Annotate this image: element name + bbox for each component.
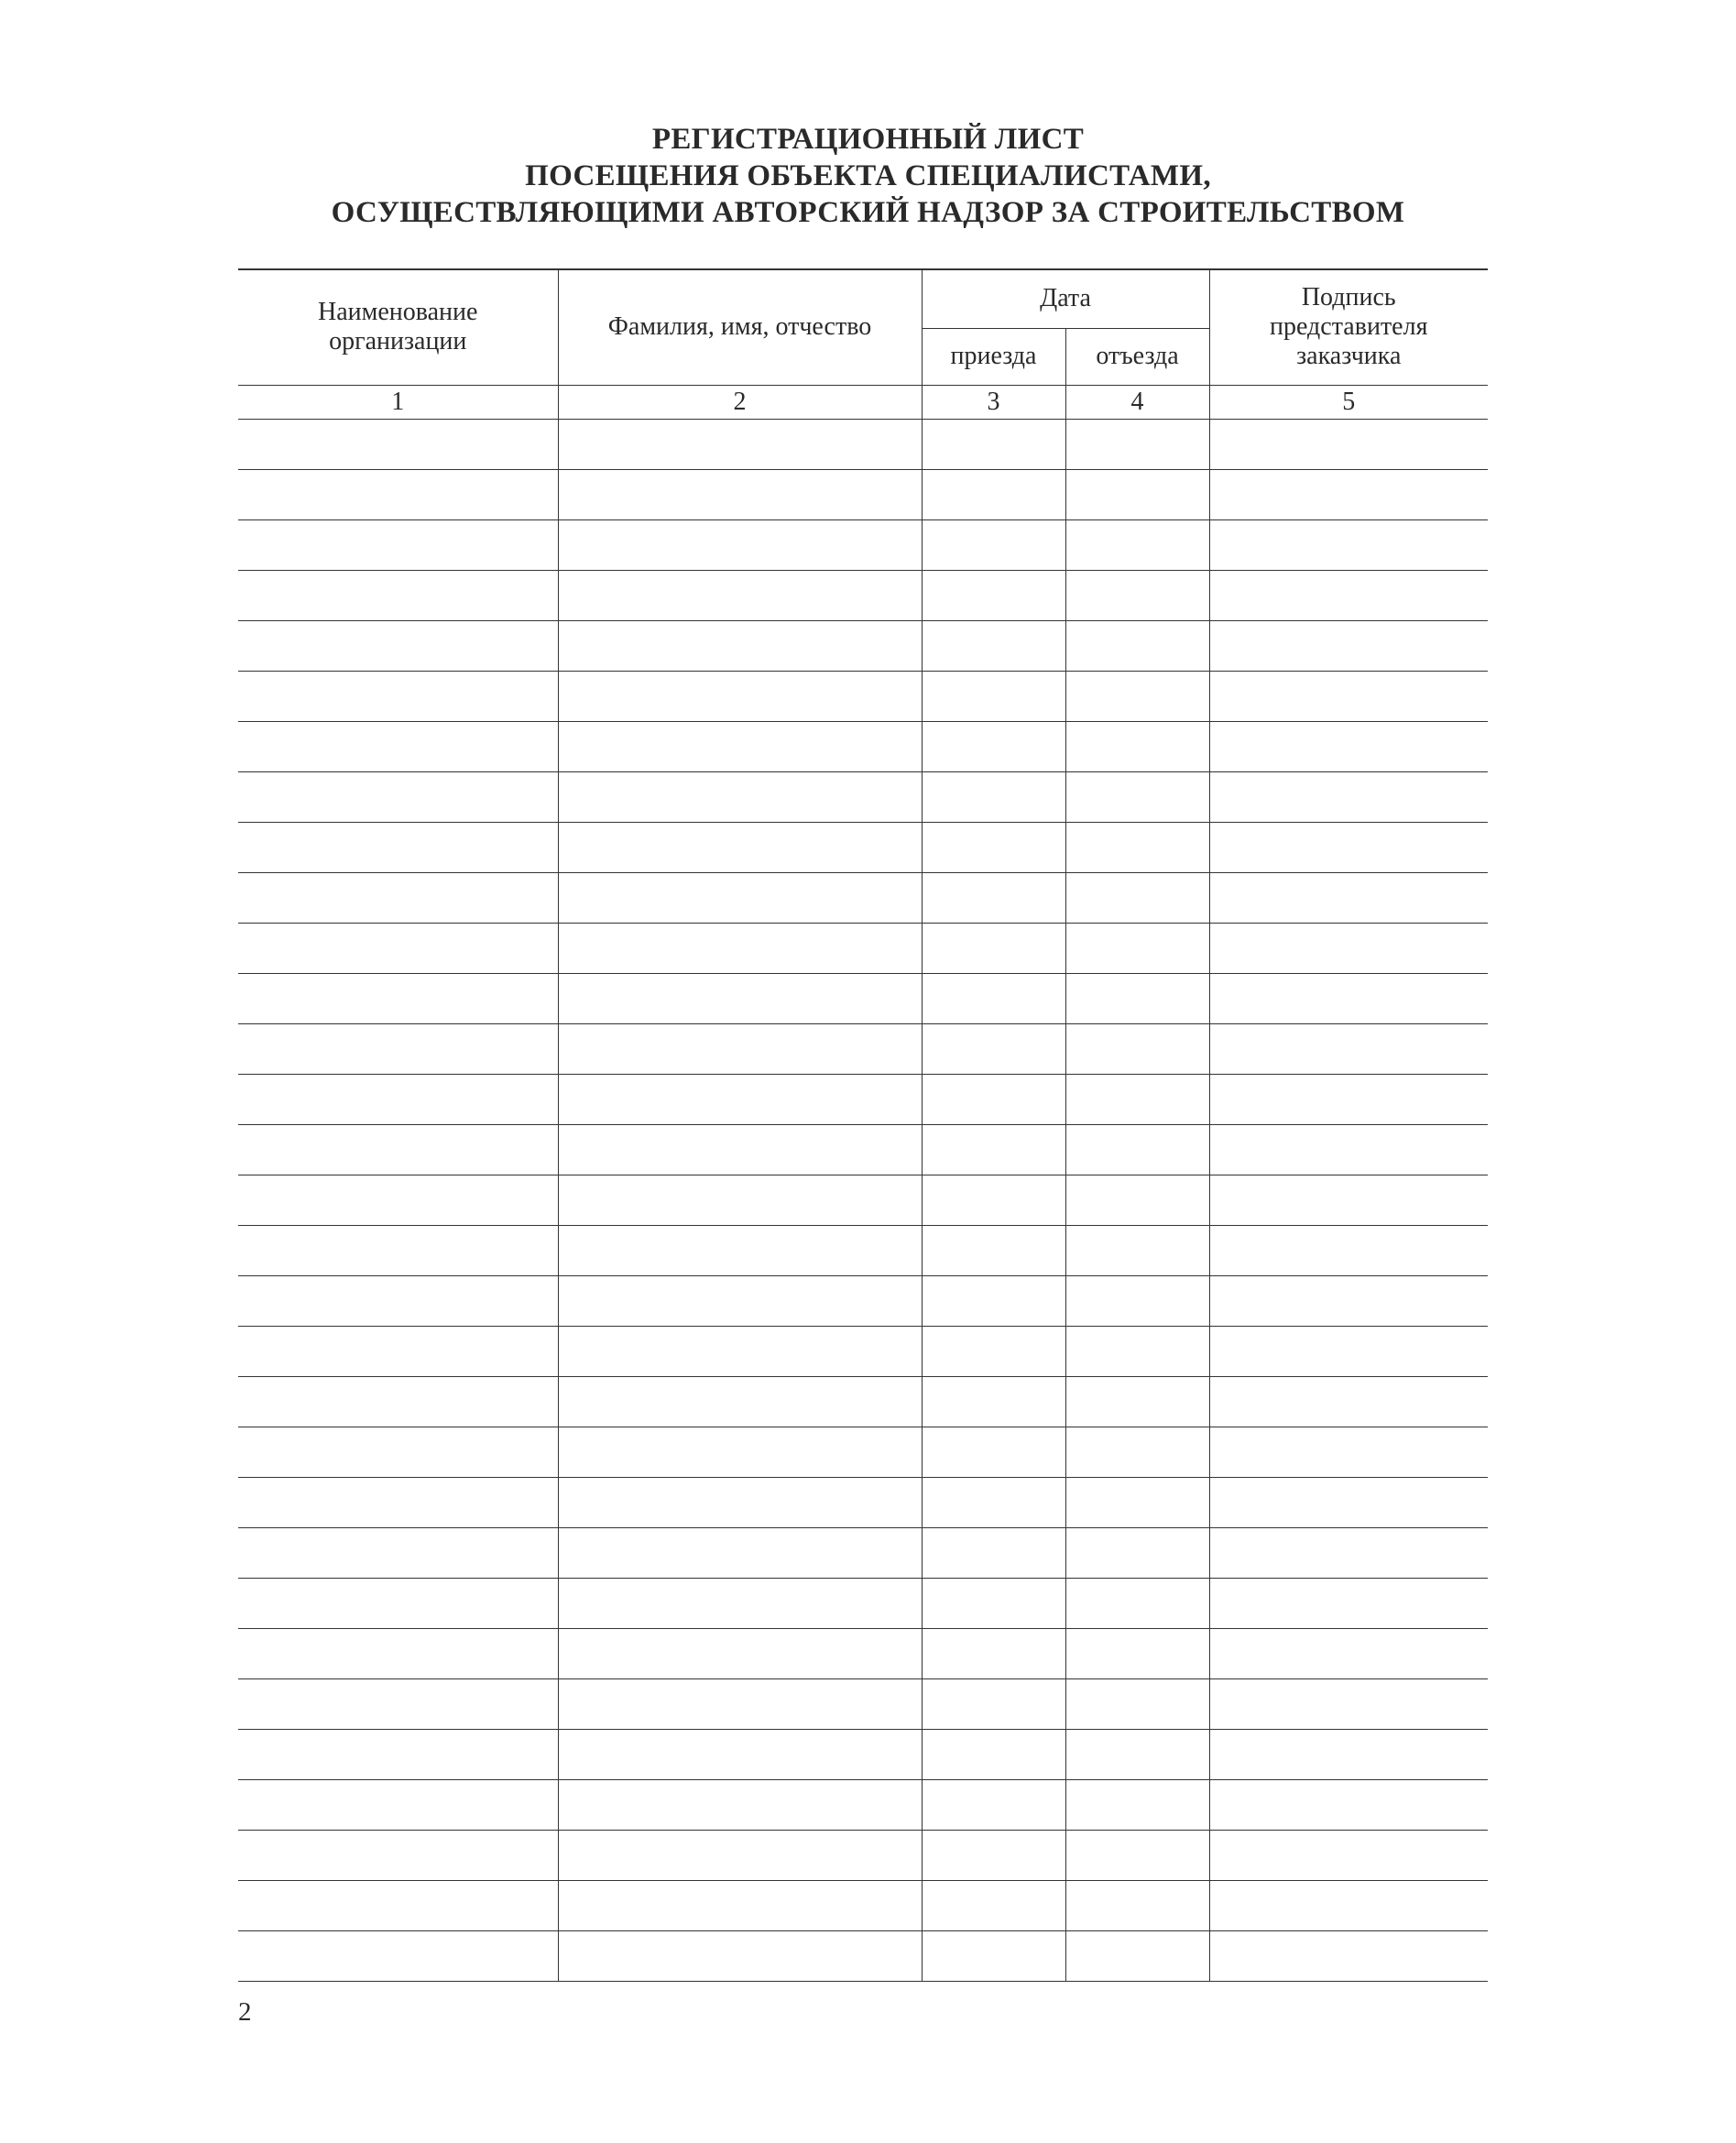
- table-row: [238, 1376, 1488, 1427]
- table-cell: [1065, 1225, 1209, 1275]
- column-number-2: 2: [558, 385, 922, 419]
- table-cell: [1209, 1729, 1488, 1779]
- table-cell: [1209, 1225, 1488, 1275]
- header-departure-date: отъезда: [1065, 328, 1209, 385]
- table-cell: [1065, 620, 1209, 671]
- table-row: [238, 1527, 1488, 1578]
- table-cell: [558, 1779, 922, 1830]
- table-cell: [558, 1527, 922, 1578]
- table-cell: [238, 822, 558, 872]
- table-cell: [238, 1376, 558, 1427]
- table-cell: [922, 469, 1065, 519]
- table-cell: [558, 1326, 922, 1376]
- table-row: [238, 1427, 1488, 1477]
- table-row: [238, 872, 1488, 923]
- table-row: [238, 923, 1488, 973]
- table-cell: [558, 872, 922, 923]
- table-cell: [238, 872, 558, 923]
- table-cell: [558, 469, 922, 519]
- table-cell: [1209, 419, 1488, 469]
- table-cell: [922, 1830, 1065, 1880]
- table-cell: [1065, 1124, 1209, 1175]
- table-cell: [558, 419, 922, 469]
- table-cell: [238, 1275, 558, 1326]
- table-row: [238, 822, 1488, 872]
- table-cell: [922, 771, 1065, 822]
- header-arrival-date: приезда: [922, 328, 1065, 385]
- table-cell: [922, 1074, 1065, 1124]
- column-number-4: 4: [1065, 385, 1209, 419]
- table-cell: [1065, 570, 1209, 620]
- table-row: [238, 1779, 1488, 1830]
- table-row: [238, 620, 1488, 671]
- table-cell: [558, 1175, 922, 1225]
- table-cell: [1065, 519, 1209, 570]
- table-cell: [1209, 721, 1488, 771]
- table-row: [238, 1678, 1488, 1729]
- table-cell: [1065, 1779, 1209, 1830]
- table-cell: [1209, 1678, 1488, 1729]
- table-cell: [1065, 721, 1209, 771]
- table-cell: [922, 1880, 1065, 1930]
- table-cell: [558, 519, 922, 570]
- table-cell: [1209, 1830, 1488, 1880]
- table-cell: [922, 1376, 1065, 1427]
- table-cell: [1209, 620, 1488, 671]
- table-cell: [558, 721, 922, 771]
- table-cell: [238, 973, 558, 1023]
- table-cell: [238, 1527, 558, 1578]
- table-cell: [558, 1023, 922, 1074]
- table-cell: [238, 1628, 558, 1678]
- table-cell: [238, 1578, 558, 1628]
- table-row: [238, 771, 1488, 822]
- table-row: [238, 1830, 1488, 1880]
- table-cell: [238, 771, 558, 822]
- table-cell: [238, 1930, 558, 1981]
- table-cell: [558, 1225, 922, 1275]
- table-cell: [922, 923, 1065, 973]
- table-row: [238, 419, 1488, 469]
- table-cell: [922, 519, 1065, 570]
- table-cell: [922, 1779, 1065, 1830]
- table-row: [238, 1930, 1488, 1981]
- table-cell: [558, 1578, 922, 1628]
- table-cell: [238, 570, 558, 620]
- table-cell: [558, 620, 922, 671]
- table-cell: [1065, 419, 1209, 469]
- title-line-1: РЕГИСТРАЦИОННЫЙ ЛИСТ: [651, 123, 1085, 156]
- table-cell: [1209, 1376, 1488, 1427]
- table-cell: [1065, 1326, 1209, 1376]
- table-cell: [558, 1427, 922, 1477]
- table-row: [238, 721, 1488, 771]
- table-row: [238, 1880, 1488, 1930]
- table-row: [238, 1175, 1488, 1225]
- table-cell: [558, 1124, 922, 1175]
- table-cell: [922, 1275, 1065, 1326]
- table-cell: [922, 1578, 1065, 1628]
- table-cell: [558, 1830, 922, 1880]
- table-cell: [238, 923, 558, 973]
- column-number-3: 3: [922, 385, 1065, 419]
- table-row: [238, 1578, 1488, 1628]
- page-number: 2: [238, 1997, 252, 2027]
- table-cell: [558, 771, 922, 822]
- table-cell: [238, 1830, 558, 1880]
- table-row: [238, 1729, 1488, 1779]
- table-cell: [922, 1628, 1065, 1678]
- table-cell: [1209, 671, 1488, 721]
- table-cell: [1065, 1729, 1209, 1779]
- table-row: [238, 973, 1488, 1023]
- table-row: [238, 1275, 1488, 1326]
- table-cell: [238, 1779, 558, 1830]
- table-cell: [238, 1678, 558, 1729]
- table-cell: [1209, 1628, 1488, 1678]
- table-cell: [1209, 1124, 1488, 1175]
- table-cell: [922, 671, 1065, 721]
- table-cell: [922, 570, 1065, 620]
- table-cell: [238, 1074, 558, 1124]
- table-row: [238, 469, 1488, 519]
- table-cell: [1209, 1275, 1488, 1326]
- table-cell: [1065, 1376, 1209, 1427]
- title-line-3: ОСУЩЕСТВЛЯЮЩИМИ АВТОРСКИЙ НАДЗОР ЗА СТРОИТЕЛЬСТВОМ: [331, 196, 1405, 229]
- table-cell: [238, 1729, 558, 1779]
- table-cell: [1209, 771, 1488, 822]
- table-cell: [1209, 822, 1488, 872]
- table-cell: [238, 1023, 558, 1074]
- table-cell: [1065, 1074, 1209, 1124]
- table-cell: [922, 721, 1065, 771]
- table-cell: [238, 721, 558, 771]
- table-cell: [238, 1477, 558, 1527]
- table-cell: [1209, 1930, 1488, 1981]
- table-cell: [238, 1427, 558, 1477]
- table-row: [238, 1074, 1488, 1124]
- document-title: [0, 121, 1736, 231]
- table-cell: [1065, 1427, 1209, 1477]
- table-row: [238, 570, 1488, 620]
- table-cell: [922, 1175, 1065, 1225]
- table-cell: [1065, 1023, 1209, 1074]
- table-cell: [922, 872, 1065, 923]
- table-cell: [1065, 1175, 1209, 1225]
- table-cell: [558, 1074, 922, 1124]
- table-cell: [1065, 822, 1209, 872]
- table-cell: [1065, 469, 1209, 519]
- table-cell: [922, 1678, 1065, 1729]
- table-cell: [238, 1175, 558, 1225]
- table-cell: [922, 419, 1065, 469]
- table-cell: [558, 1275, 922, 1326]
- table-cell: [238, 419, 558, 469]
- table-cell: [238, 469, 558, 519]
- title-line-2: ПОСЕЩЕНИЯ ОБЪЕКТА СПЕЦИАЛИСТАМИ,: [525, 159, 1211, 192]
- table-cell: [1065, 1527, 1209, 1578]
- table-cell: [1065, 671, 1209, 721]
- table-row: [238, 1628, 1488, 1678]
- table-cell: [1065, 923, 1209, 973]
- table-cell: [1065, 1477, 1209, 1527]
- table-cell: [1065, 1930, 1209, 1981]
- table-cell: [1209, 1527, 1488, 1578]
- table-cell: [558, 1678, 922, 1729]
- table-cell: [558, 822, 922, 872]
- table-cell: [1209, 469, 1488, 519]
- table-cell: [922, 1930, 1065, 1981]
- table-cell: [922, 620, 1065, 671]
- table-cell: [1209, 1427, 1488, 1477]
- table-cell: [1209, 1175, 1488, 1225]
- table-cell: [922, 1124, 1065, 1175]
- column-number-1: 1: [238, 385, 558, 419]
- table-row: [238, 1225, 1488, 1275]
- table-cell: [1065, 973, 1209, 1023]
- table-cell: [922, 1527, 1065, 1578]
- table-body: [238, 419, 1488, 1981]
- registration-table: [238, 268, 1488, 1982]
- table-cell: [558, 923, 922, 973]
- column-number-5: 5: [1209, 385, 1488, 419]
- table-cell: [238, 1225, 558, 1275]
- header-date: Дата: [922, 269, 1209, 328]
- table-cell: [558, 671, 922, 721]
- table-cell: [1065, 771, 1209, 822]
- header-customer-signature: Подпись представителя заказчика: [1209, 269, 1488, 385]
- table-cell: [922, 1326, 1065, 1376]
- table-cell: [1209, 872, 1488, 923]
- table-cell: [558, 1729, 922, 1779]
- table-cell: [1065, 1830, 1209, 1880]
- table-cell: [558, 973, 922, 1023]
- table-cell: [1209, 1578, 1488, 1628]
- table-cell: [1065, 1578, 1209, 1628]
- table-cell: [1065, 1275, 1209, 1326]
- table-cell: [922, 1225, 1065, 1275]
- table-row: [238, 671, 1488, 721]
- table-cell: [1209, 973, 1488, 1023]
- table-row: [238, 1023, 1488, 1074]
- table-cell: [1065, 1678, 1209, 1729]
- table-cell: [1209, 923, 1488, 973]
- table-cell: [922, 822, 1065, 872]
- table-cell: [558, 570, 922, 620]
- table-cell: [238, 1124, 558, 1175]
- table-cell: [238, 671, 558, 721]
- table-cell: [1209, 1326, 1488, 1376]
- table-cell: [238, 1880, 558, 1930]
- table-cell: [238, 620, 558, 671]
- table-cell: [1209, 519, 1488, 570]
- table-cell: [922, 1023, 1065, 1074]
- table-row: [238, 1326, 1488, 1376]
- table-cell: [558, 1477, 922, 1527]
- table-cell: [1209, 1074, 1488, 1124]
- table-cell: [558, 1376, 922, 1427]
- table-cell: [1209, 1880, 1488, 1930]
- table-row: [238, 1124, 1488, 1175]
- table-cell: [1065, 1628, 1209, 1678]
- table-cell: [922, 1427, 1065, 1477]
- table-cell: [238, 519, 558, 570]
- header-full-name: Фамилия, имя, отчество: [558, 269, 922, 385]
- table-cell: [1065, 1880, 1209, 1930]
- table-cell: [1209, 570, 1488, 620]
- header-organization: Наименование организации: [238, 269, 558, 385]
- table-cell: [1209, 1779, 1488, 1830]
- table-cell: [238, 1326, 558, 1376]
- table-cell: [558, 1930, 922, 1981]
- table-cell: [922, 1729, 1065, 1779]
- table-cell: [922, 1477, 1065, 1527]
- table-cell: [1065, 872, 1209, 923]
- table-cell: [558, 1880, 922, 1930]
- table-cell: [922, 973, 1065, 1023]
- table-row: [238, 519, 1488, 570]
- table-cell: [1209, 1477, 1488, 1527]
- table-row: [238, 1477, 1488, 1527]
- table-cell: [1209, 1023, 1488, 1074]
- table-cell: [558, 1628, 922, 1678]
